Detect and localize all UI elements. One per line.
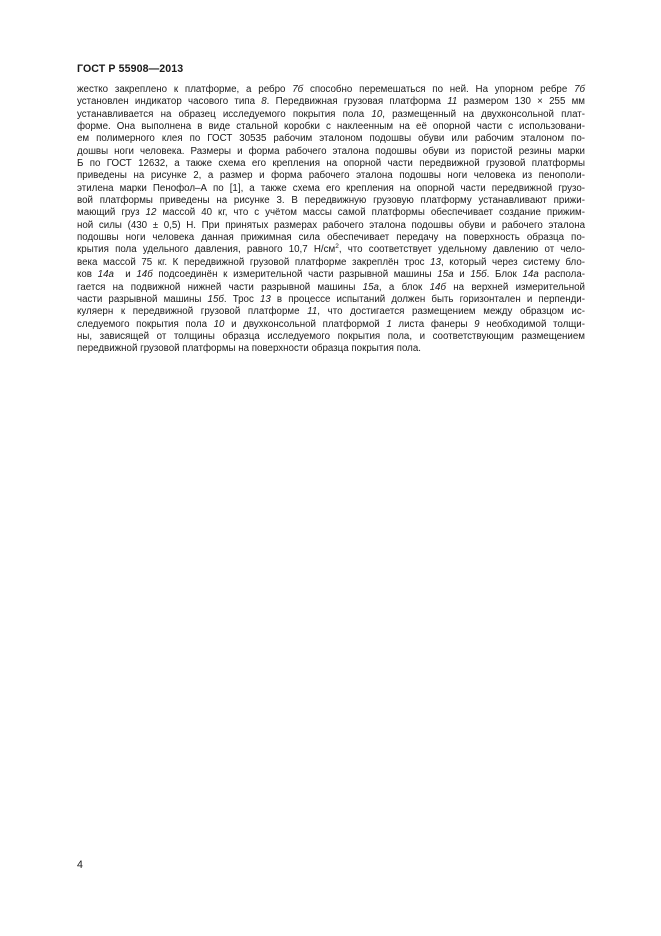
text-segment: куляерн к передвижной грузовой платформе	[77, 306, 308, 318]
reference-number: 11	[447, 96, 458, 108]
reference-number: 11	[307, 306, 318, 318]
text-line	[77, 257, 585, 269]
text-segment: массой 40 кг, что с учётом массы самой платформы обеспечивает создание прижим-	[156, 207, 585, 219]
standard-id: ГОСТ Р 55908—2013	[77, 63, 184, 75]
text-line	[77, 232, 585, 244]
text-segment: Б по ГОСТ 12632, а также схема его крепления на опорной части передвижной грузовой платформы	[77, 158, 585, 170]
text-segment: способно перемешаться по ней. На упорном ребре	[303, 84, 575, 95]
reference-number: 9	[474, 318, 480, 330]
text-segment: мающий груз	[77, 207, 146, 219]
text-segment: дошвы ноги человека. Размеры и форма рабочего эталона подошвы обуви из пористой резины марки	[77, 145, 585, 157]
text-segment: форме. Она выполнена в виде стальной коробки с наклеенным на её опорной части с использовани-	[77, 121, 585, 133]
text-line	[77, 84, 585, 96]
text-segment: передвижной грузовой платформы на поверхности образца покрытия пола.	[77, 343, 421, 355]
text-line	[77, 294, 585, 306]
text-line	[77, 133, 585, 145]
text-segment: следуемого покрытия пола	[77, 318, 214, 330]
reference-number: 14а	[97, 269, 114, 281]
text-segment: и двухконсольной платформой	[224, 318, 387, 330]
text-segment: части разрывной машины	[77, 293, 208, 305]
text-segment: размером 130 × 255 мм	[457, 96, 585, 108]
text-segment: ем полимерного клея по ГОСТ 30535 рабочим эталоном подошвы обуви или рабочим эталоном по-	[77, 133, 585, 145]
text-line	[77, 96, 585, 108]
superscript: 2	[335, 243, 339, 251]
reference-number: 13	[259, 293, 271, 305]
text-segment: . Передвижная грузовая платформа	[266, 96, 448, 108]
text-line	[77, 220, 585, 232]
reference-number: 14б	[136, 269, 153, 281]
text-line	[77, 244, 585, 256]
text-segment: , а блок	[378, 281, 430, 293]
page-number: 4	[77, 859, 83, 871]
text-line	[77, 319, 585, 331]
text-line	[77, 158, 585, 170]
reference-number: 15а	[437, 269, 454, 281]
text-segment: необходимой толщи-	[479, 318, 585, 330]
text-line	[77, 146, 585, 158]
text-segment: , размещенный на двухконсольной плат-	[382, 108, 586, 120]
text-segment: и	[113, 269, 137, 281]
text-segment: и	[453, 269, 471, 281]
text-line	[77, 343, 585, 355]
text-line	[77, 121, 585, 133]
text-segment: . Блок	[486, 269, 523, 281]
reference-number: 8	[261, 96, 267, 108]
body-paragraph	[77, 84, 585, 356]
reference-number: 15б	[207, 293, 224, 305]
text-line	[77, 183, 585, 195]
text-segment: , что достигается размещением между образцом ис-	[317, 306, 586, 318]
reference-number: 10	[371, 108, 383, 120]
text-segment: распола-	[538, 269, 585, 281]
text-segment: . Трос	[223, 293, 260, 305]
text-segment: в процессе испытаний должен быть горизонтален и перпенди-	[270, 293, 585, 305]
text-segment: подсоединён к измерительной части разрывной машины	[152, 269, 438, 281]
text-line	[77, 195, 585, 207]
text-segment: жестко закреплено к платформе, а ребро	[77, 84, 293, 95]
text-line	[77, 269, 585, 281]
reference-number: 15б	[470, 269, 487, 281]
reference-number: 7б	[292, 84, 304, 95]
reference-number: 14б	[429, 281, 446, 293]
document-header	[77, 63, 183, 75]
text-segment: ны, зависящей от толщины образца исследуемого покрытия пола, и соответствующим размещением	[77, 330, 585, 342]
text-segment: устанавливается на образец исследуемого покрытия пола	[77, 108, 372, 120]
text-line	[77, 109, 585, 121]
text-line	[77, 170, 585, 182]
text-segment: листа фанеры	[391, 318, 475, 330]
text-segment: века массой 75 кг. К передвижной грузовой платформе закреплён трос	[77, 256, 431, 268]
text-segment: установлен индикатор часового типа	[77, 96, 262, 108]
text-segment: этилена марки Пенофол–А по [1], а также схема его крепления на опорной части передвижной грузо-	[77, 182, 585, 194]
text-line	[77, 207, 585, 219]
text-segment: ной силы (430 ± 0,5) Н. При принятых размерах рабочего эталона подошвы обуви и рабочего эталона	[77, 219, 585, 231]
text-segment: гается на подвижной нижней части разрывной машины	[77, 281, 363, 293]
text-segment: приведены на рисунке 2, а размер и форма рабочего эталона подошвы ноги человека из пенополи-	[77, 170, 585, 182]
reference-number: 7б	[574, 84, 585, 95]
reference-number: 14а	[522, 269, 539, 281]
text-segment: , который через систему бло-	[440, 256, 585, 268]
text-segment: подошвы ноги человека данная прижимная сила обеспечивает передачу на поверхность образца по-	[77, 232, 585, 244]
text-segment: крытия пола удельного давления, равного 10,7 Н/см	[77, 244, 336, 256]
reference-number: 13	[430, 256, 441, 268]
text-line	[77, 306, 585, 318]
reference-number: 1	[386, 318, 392, 330]
reference-number: 15а	[362, 281, 379, 293]
text-segment: вой платформы приведены на рисунке 3. В передвижную грузовую платформу устанавливают прижи-	[77, 195, 585, 207]
text-segment: на верхней измерительной	[445, 281, 585, 293]
text-line	[77, 331, 585, 343]
text-line	[77, 282, 585, 294]
reference-number: 10	[213, 318, 225, 330]
text-segment: , что соответствует удельному давлению от чело-	[338, 244, 585, 256]
reference-number: 12	[145, 207, 157, 219]
text-segment: ков	[77, 269, 98, 281]
